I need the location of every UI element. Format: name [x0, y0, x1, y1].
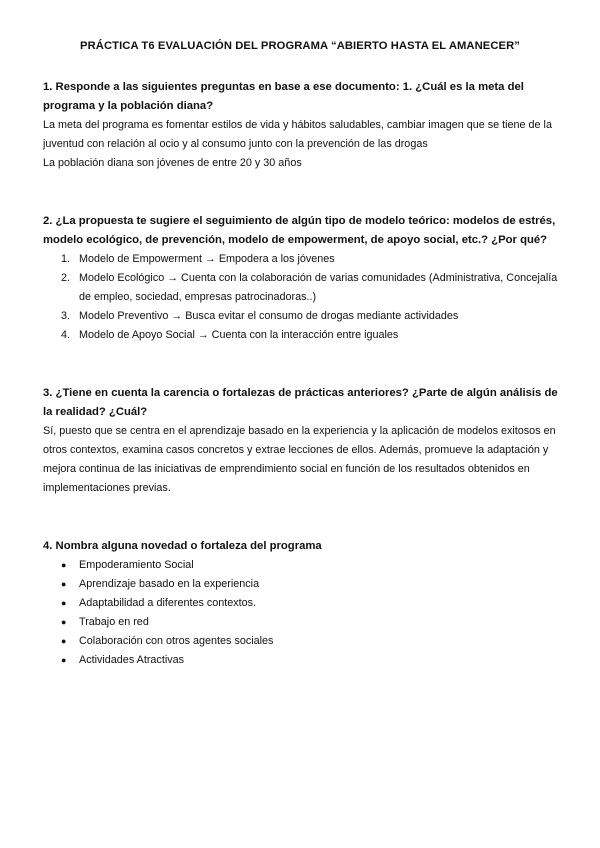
- answer-1-population: La población diana son jóvenes de entre 20 y 30 años: [43, 157, 302, 169]
- list-item-text: Modelo de Empowerment → Empodera a los jóvenes: [79, 253, 335, 265]
- list-number: 3.: [61, 310, 71, 322]
- bullet-icon: ●: [61, 598, 67, 608]
- list-item-text: Modelo Preventivo → Busca evitar el consumo de drogas mediante actividades: [79, 310, 459, 322]
- list-item: [43, 613, 558, 632]
- strengths-list: [43, 556, 558, 670]
- question-3: 3. ¿Tiene en cuenta la carencia o fortalezas de prácticas anteriores? ¿Parte de algún análisis de la realidad? ¿Cuál?: [43, 387, 558, 418]
- question-1: 1. Responde a las siguientes preguntas en base a ese documento: 1. ¿Cuál es la meta del programa y la población diana?: [43, 81, 524, 112]
- list-number: 4.: [61, 329, 71, 341]
- list-item: [43, 556, 558, 575]
- list-item-text: Modelo Ecológico → Cuenta con la colaboración de varias comunidades (Administrativa, Concejalía de empleo, sociedad, empresas patrocinadoras..): [79, 272, 558, 303]
- list-item: [43, 632, 558, 651]
- bullet-icon: ●: [61, 579, 67, 589]
- section-1: [43, 78, 558, 173]
- list-item: [43, 651, 558, 670]
- section-4: [43, 537, 558, 670]
- list-item-text: Colaboración con otros agentes sociales: [79, 635, 274, 647]
- section-3: [43, 384, 558, 498]
- list-item: [43, 575, 558, 594]
- bullet-icon: ●: [61, 655, 67, 665]
- list-item: [43, 269, 558, 307]
- section-2: [43, 212, 558, 345]
- list-item-text: Aprendizaje basado en la experiencia: [79, 578, 260, 590]
- list-item-text: Adaptabilidad a diferentes contextos.: [79, 597, 257, 609]
- bullet-icon: ●: [61, 636, 67, 646]
- list-item: [43, 250, 558, 269]
- list-item: [43, 307, 558, 326]
- document-title: PRÁCTICA T6 EVALUACIÓN DEL PROGRAMA “ABIERTO HASTA EL AMANECER”: [80, 40, 520, 52]
- list-item-text: Empoderamiento Social: [79, 559, 194, 571]
- question-2: 2. ¿La propuesta te sugiere el seguimiento de algún tipo de modelo teórico: modelos de estrés, modelo ecológico, de prevención, modelo de empowerment, de apoyo social, etc.? ¿Por qué?: [43, 215, 556, 246]
- list-item-text: Modelo de Apoyo Social → Cuenta con la interacción entre iguales: [79, 329, 399, 341]
- list-item: [43, 594, 558, 613]
- answer-1-goal: La meta del programa es fomentar estilos de vida y hábitos saludables, cambiar imagen que se tiene de la juventud con relación al ocio y al consumo junto con la prevención de las drogas: [43, 119, 552, 150]
- list-item-text: Trabajo en red: [79, 616, 149, 628]
- list-number: 2.: [61, 272, 71, 284]
- answer-3: Sí, puesto que se centra en el aprendizaje basado en la experiencia y la aplicación de modelos exitosos en otros contextos, examina casos concretos y extrae lecciones de ellos. Además, promueve la adaptación y mejora continua de las iniciativas de emprendimiento social en función de los resultados obtenidos en implementaciones previas.: [43, 425, 556, 494]
- list-item-text: Actividades Atractivas: [79, 654, 185, 666]
- question-4: 4. Nombra alguna novedad o fortaleza del programa: [43, 540, 322, 552]
- models-list: [43, 250, 558, 345]
- list-number: 1.: [61, 253, 71, 265]
- list-item: [43, 326, 558, 345]
- bullet-icon: ●: [61, 560, 67, 570]
- bullet-icon: ●: [61, 617, 67, 627]
